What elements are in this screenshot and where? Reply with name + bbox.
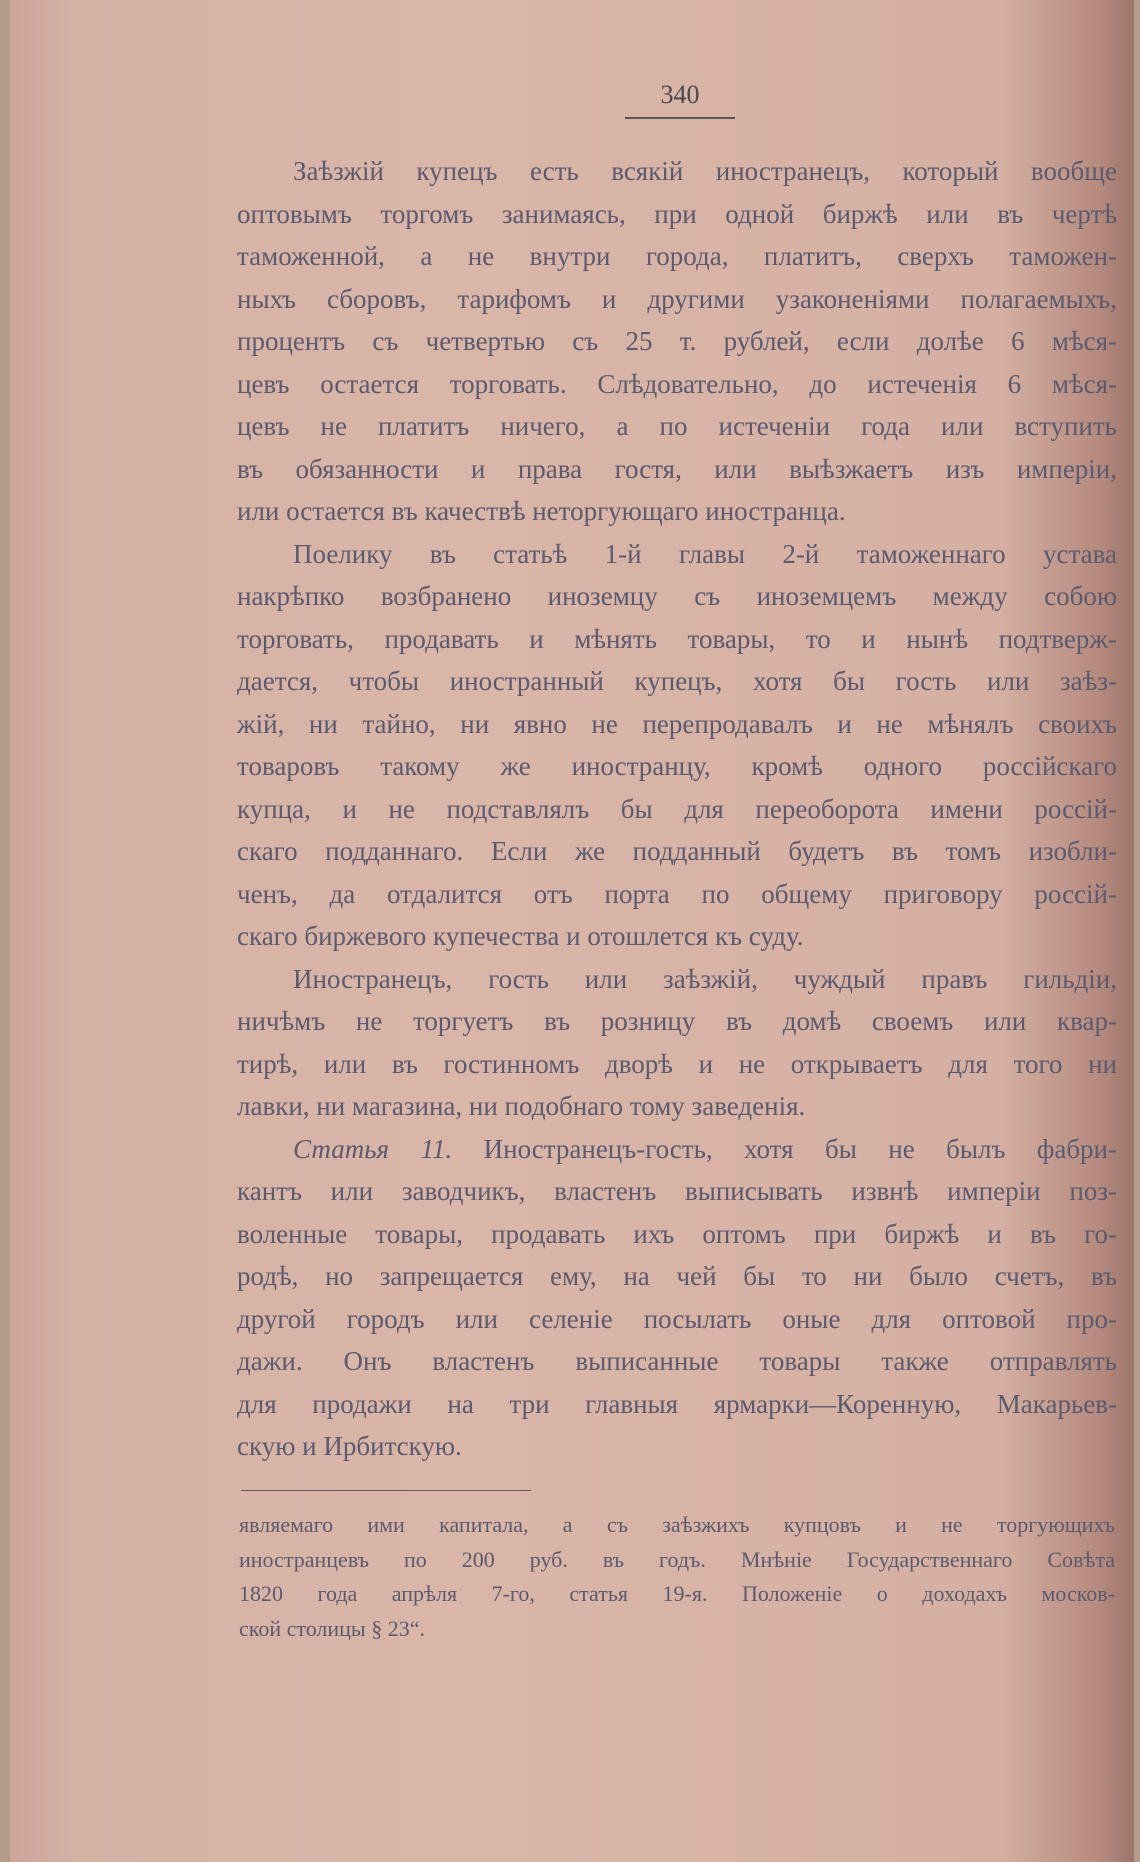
text-line: товаровъ такому же иностранцу, кромѣ одного россійскаго [237,751,1117,781]
main-text [237,150,1117,1468]
text-line: въ обязанности и права гостя, или выѣзжаетъ изъ имперіи, [237,453,1117,484]
paragraph-4 [237,1128,1117,1468]
text-line: тирѣ, или въ гостинномъ дворѣ и не открываетъ для того ни [237,1048,1117,1079]
text-line: скаго подданнаго. Если же подданный будетъ въ томъ изобли- [237,836,1117,866]
footnote-line: ской столицы § 23“. [239,1615,425,1641]
article-label: Статья 11. [293,1133,453,1164]
text-line: Иностранецъ, гость или заѣзжій, чуждый правъ гильдіи, [293,963,1117,994]
text-line: жій, ни тайно, ни явно не перепродавалъ и не мѣнялъ своихъ [237,708,1117,739]
text-line: кантъ или заводчикъ, властенъ выписывать извнѣ имперіи поз- [237,1176,1117,1206]
text-line: таможенной, а не внутри города, платитъ, сверхъ таможен- [237,241,1117,271]
text-line: накрѣпко возбранено иноземцу съ иноземцемъ между собою [237,581,1117,611]
paragraph-2 [237,533,1117,958]
text-line: дается, чтобы иностранный купецъ, хотя бы гость или заѣз- [237,666,1117,696]
text-line: родѣ, но запрещается ему, на чей бы то ни было счетъ, въ [237,1261,1117,1291]
text-line: ныхъ сборовъ, тарифомъ и другими узаконеніями полагаемыхъ, [237,283,1117,314]
paragraph-3 [237,958,1117,1128]
footnote-line: иностранцевъ по 200 руб. въ годъ. Мнѣніе Государственнаго Совѣта [239,1546,1115,1572]
footnote-line: являемаго ими капитала, а съ заѣзжихъ купцовъ и не торгующихъ [239,1512,1115,1537]
text-line: скаго биржевого купечества и отошлется къ суду. [237,921,804,951]
text-line: лавки, ни магазина, ни подобнаго тому заведенія. [237,1091,806,1121]
book-page [10,0,1134,1862]
text-line [237,1128,1117,1171]
text-line: процентъ съ четвертью съ 25 т. рублей, если долѣе 6 мѣся- [237,326,1117,356]
text-line: другой городъ или селеніе посылать оные для оптовой про- [237,1303,1117,1334]
text-line: торговать, продавать и мѣнять товары, то и нынѣ подтверж- [237,623,1117,654]
footnote-rule [241,1490,531,1491]
article-first-line: Иностранецъ-гость, хотя бы не былъ фабри- [483,1133,1117,1164]
text-line: оптовымъ торгомъ занимаясь, при одной биржѣ или въ чертѣ [237,198,1117,229]
text-line: скую и Ирбитскую. [237,1431,462,1461]
text-line: воленные товары, продавать ихъ оптомъ при биржѣ и въ го- [237,1218,1117,1249]
page-number: 340 [660,80,700,109]
text-line: или остается въ качествѣ неторгующаго иностранца. [237,496,846,526]
footnote [239,1508,1115,1646]
text-line: цевъ не платитъ ничего, а по истеченіи года или вступить [237,411,1117,441]
text-line: цевъ остается торговать. Слѣдовательно, до истеченія 6 мѣся- [237,368,1117,399]
text-line: Заѣзжій купецъ есть всякій иностранецъ, который вообще [293,156,1117,186]
footnote-line: 1820 года апрѣля 7-го, статья 19-я. Положеніе о доходахъ москов- [239,1581,1115,1606]
page-number-rule [625,117,735,119]
text-line: ничѣмъ не торгуетъ въ розницу въ домѣ своемъ или квар- [237,1006,1117,1036]
text-line: дажи. Онъ властенъ выписанные товары также отправлять [237,1346,1117,1376]
paragraph-1 [237,150,1117,533]
text-line: ченъ, да отдалится отъ порта по общему приговору россій- [237,878,1117,909]
text-line: для продажи на три главныя ярмарки—Коренную, Макарьев- [237,1388,1117,1419]
text-line: купца, и не подставлялъ бы для переоборота имени россій- [237,793,1117,824]
text-line: Поелику въ статьѣ 1-й главы 2-й таможеннаго устава [293,538,1117,569]
